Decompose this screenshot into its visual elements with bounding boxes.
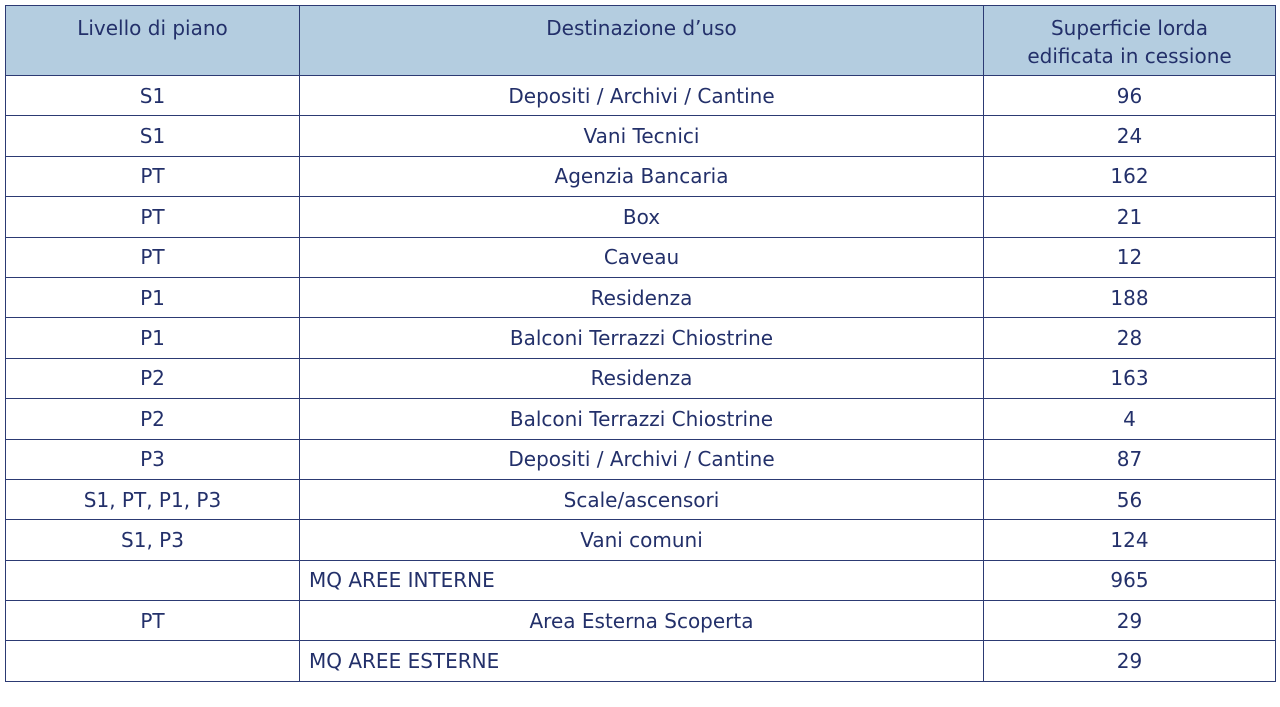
cell-level: S1 bbox=[6, 76, 300, 116]
cell-use: MQ AREE ESTERNE bbox=[300, 641, 984, 681]
cell-level: PT bbox=[6, 237, 300, 277]
cell-use: Residenza bbox=[300, 277, 984, 317]
table-row bbox=[6, 520, 1276, 560]
table-row bbox=[6, 439, 1276, 479]
cell-level bbox=[6, 641, 300, 681]
table-row bbox=[6, 560, 1276, 600]
cell-use: Depositi / Archivi / Cantine bbox=[300, 439, 984, 479]
header-area bbox=[984, 6, 1276, 76]
cell-level: PT bbox=[6, 197, 300, 237]
table-row bbox=[6, 277, 1276, 317]
cell-level: P1 bbox=[6, 277, 300, 317]
cell-level: S1 bbox=[6, 116, 300, 156]
cell-use: Vani Tecnici bbox=[300, 116, 984, 156]
cell-use: Agenzia Bancaria bbox=[300, 156, 984, 196]
cell-area: 56 bbox=[984, 479, 1276, 519]
table-row bbox=[6, 399, 1276, 439]
cell-level: P1 bbox=[6, 318, 300, 358]
cell-area: 28 bbox=[984, 318, 1276, 358]
table-row bbox=[6, 318, 1276, 358]
header-level: Livello di piano bbox=[6, 6, 300, 76]
table-row bbox=[6, 116, 1276, 156]
cell-area: 4 bbox=[984, 399, 1276, 439]
cell-area: 163 bbox=[984, 358, 1276, 398]
cell-area: 188 bbox=[984, 277, 1276, 317]
table-row bbox=[6, 479, 1276, 519]
cell-level bbox=[6, 560, 300, 600]
cell-use: Scale/ascensori bbox=[300, 479, 984, 519]
cell-level: PT bbox=[6, 601, 300, 641]
cell-use: Balconi Terrazzi Chiostrine bbox=[300, 399, 984, 439]
cell-use: Depositi / Archivi / Cantine bbox=[300, 76, 984, 116]
table-body bbox=[6, 76, 1276, 682]
cell-level: S1, P3 bbox=[6, 520, 300, 560]
table-row bbox=[6, 601, 1276, 641]
cell-area: 87 bbox=[984, 439, 1276, 479]
cell-level: P2 bbox=[6, 399, 300, 439]
cell-area: 12 bbox=[984, 237, 1276, 277]
cell-use: MQ AREE INTERNE bbox=[300, 560, 984, 600]
cell-use: Caveau bbox=[300, 237, 984, 277]
cell-use: Area Esterna Scoperta bbox=[300, 601, 984, 641]
surface-table bbox=[5, 5, 1276, 682]
cell-use: Residenza bbox=[300, 358, 984, 398]
cell-level: PT bbox=[6, 156, 300, 196]
cell-area: 24 bbox=[984, 116, 1276, 156]
document-page bbox=[5, 5, 1275, 682]
table-row bbox=[6, 641, 1276, 681]
table-row bbox=[6, 197, 1276, 237]
cell-area: 21 bbox=[984, 197, 1276, 237]
cell-use: Vani comuni bbox=[300, 520, 984, 560]
cell-area: 965 bbox=[984, 560, 1276, 600]
cell-use: Balconi Terrazzi Chiostrine bbox=[300, 318, 984, 358]
header-row bbox=[6, 6, 1276, 76]
cell-level: S1, PT, P1, P3 bbox=[6, 479, 300, 519]
cell-level: P3 bbox=[6, 439, 300, 479]
cell-use: Box bbox=[300, 197, 984, 237]
table-row bbox=[6, 237, 1276, 277]
cell-area: 96 bbox=[984, 76, 1276, 116]
cell-area: 162 bbox=[984, 156, 1276, 196]
header-area-line1: Superficie lorda bbox=[1050, 16, 1209, 40]
table-header bbox=[6, 6, 1276, 76]
cell-area: 29 bbox=[984, 641, 1276, 681]
cell-area: 124 bbox=[984, 520, 1276, 560]
header-area-line2: edificata in cessione bbox=[1027, 44, 1232, 68]
header-use: Destinazione d’uso bbox=[300, 6, 984, 76]
table-row bbox=[6, 358, 1276, 398]
table-row bbox=[6, 76, 1276, 116]
cell-level: P2 bbox=[6, 358, 300, 398]
table-row bbox=[6, 156, 1276, 196]
cell-area: 29 bbox=[984, 601, 1276, 641]
